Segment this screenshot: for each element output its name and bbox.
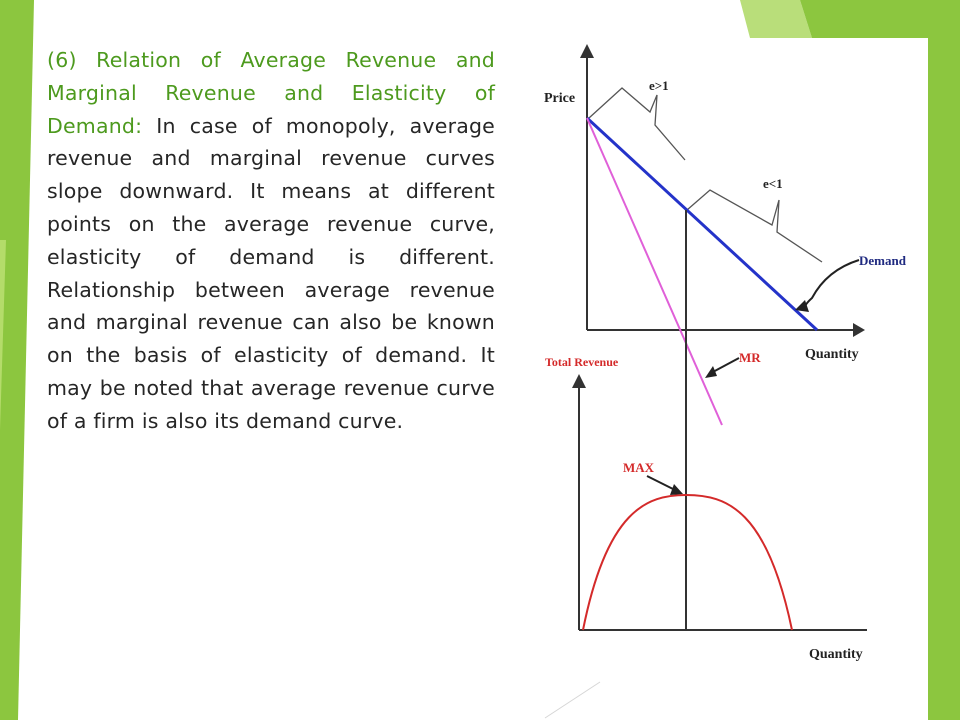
elastic-label: e>1	[649, 78, 669, 93]
inelastic-brace	[687, 190, 822, 262]
top-right-green-stripe	[800, 0, 960, 38]
bottom-y-axis-arrow	[572, 374, 586, 388]
inelastic-label: e<1	[763, 176, 783, 191]
total-revenue-axis-label: Total Revenue	[545, 355, 619, 369]
elastic-brace	[589, 88, 685, 160]
mr-label: MR	[739, 350, 761, 365]
mr-pointer-arrow	[711, 358, 739, 373]
quantity-axis-label-top: Quantity	[805, 347, 859, 362]
quantity-axis-label-bottom: Quantity	[809, 647, 863, 662]
max-pointer-arrow	[647, 476, 675, 490]
right-green-stripe	[928, 38, 960, 720]
demand-pointer-arrow	[805, 260, 859, 310]
top-y-axis-arrow	[580, 44, 594, 58]
top-x-axis-arrow	[853, 323, 865, 337]
marginal-revenue-curve	[587, 118, 722, 425]
total-revenue-curve	[583, 495, 792, 630]
demand-label: Demand	[859, 253, 906, 268]
left-green-stripe	[0, 0, 34, 720]
price-axis-label: Price	[544, 91, 576, 106]
max-label: MAX	[623, 460, 655, 475]
revenue-elasticity-diagram	[527, 40, 928, 680]
section-heading: (6) Relation of Average Revenue and Marginal Revenue and Elasticity of Demand:	[47, 48, 495, 138]
demand-curve	[587, 118, 817, 330]
faint-diagonal-line	[545, 682, 600, 718]
mr-pointer-arrowhead	[705, 366, 717, 378]
top-right-light-stripe	[740, 0, 812, 38]
slide-body-text	[47, 44, 495, 438]
section-body: In case of monopoly, average revenue and marginal revenue curves slope downward. It means at different points on the average revenue curve, elasticity of demand is different. Relationship between average revenue and marginal revenue can also be known on the basis of elasticity of demand. It may be noted that average revenue curve of a firm is also its demand curve.	[47, 113, 495, 433]
